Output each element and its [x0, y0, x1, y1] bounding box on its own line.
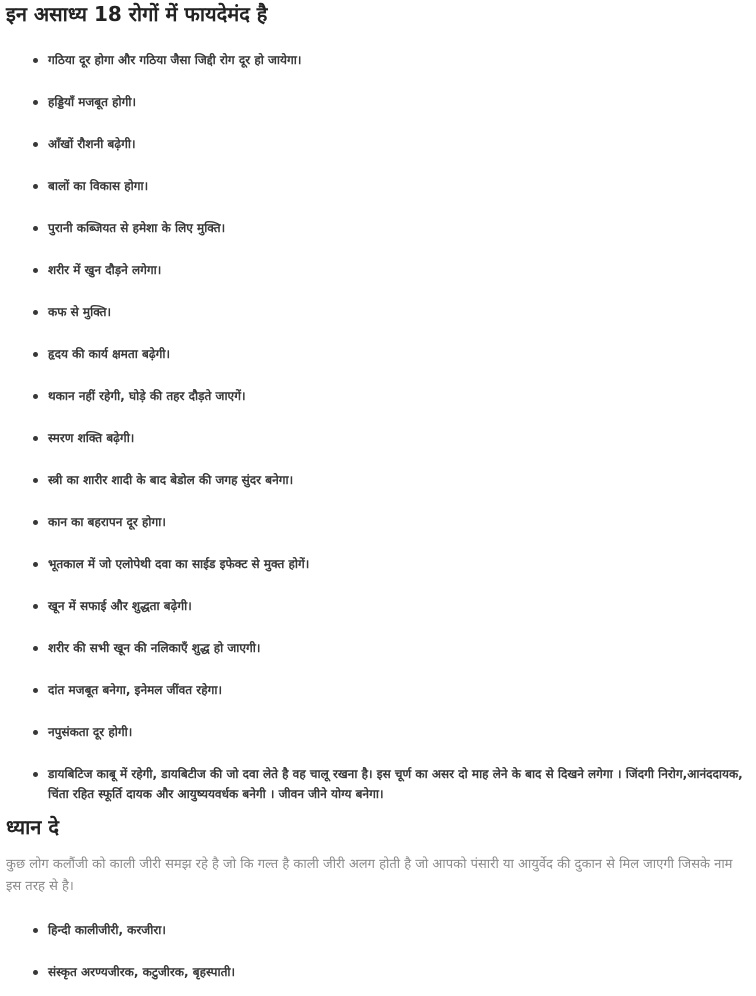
bullet-icon	[33, 520, 38, 525]
list-item-text: कफ से मुक्ति।	[48, 305, 112, 319]
note-paragraph: कुछ लोग कलौंजी को काली जीरी समझ रहे है जो कि गल्त है काली जीरी अलग होती है जो आपको पंसारी या आयुर्वेद की दुकान से मिल जाएगी जिसके नाम इस तरह से है।	[6, 857, 733, 894]
bullet-icon	[33, 928, 38, 933]
list-item-text: डायबिटिज काबू में रहेगी, डायबिटीज की जो दवा लेते है वह चालू रखना है। इस चूर्ण का असर दो माह लेने के बाद से दिखने लगेगा । जिंदगी निरोग,आनंददायक, चिंता रहित स्फूर्ति दायक और आयुष्ययवर्धक बनेगी । जीवन जीने योग्य बनेगा।	[48, 767, 743, 801]
list-item-text: आँखों रौशनी बढ़ेगी।	[48, 137, 136, 151]
list-item-text: कान का बहरापन दूर होगा।	[48, 515, 166, 529]
bullet-icon	[33, 730, 38, 735]
bullet-icon	[33, 478, 38, 483]
list-item-text: नपुसंकता दूर होगी।	[48, 725, 133, 739]
list-item-text: पुरानी कब्जियत से हमेशा के लिए मुक्ति।	[48, 221, 226, 235]
bullet-icon	[33, 688, 38, 693]
list-item-text: बालों का विकास होगा।	[48, 179, 149, 193]
list-item-text: थकान नहीं रहेगी, घोड़े की तहर दौड़ते जाएगें।	[48, 389, 246, 403]
list-item-text: संस्कृत अरण्यजीरक, कटुजीरक, बृहस्पाती।	[48, 965, 236, 979]
list-item-text: शरीर में खुन दौड़ने लगेगा।	[48, 263, 162, 277]
bullet-icon	[33, 58, 38, 63]
bullet-icon	[33, 268, 38, 273]
bullet-icon	[33, 970, 38, 975]
list-item-text: खून में सफाई और शुद्धता बढ़ेगी।	[48, 599, 192, 613]
bullet-icon	[33, 772, 38, 777]
bullet-icon	[33, 394, 38, 399]
section-heading-note: ध्यान दे	[6, 815, 59, 839]
bullet-icon	[33, 562, 38, 567]
bullet-icon	[33, 142, 38, 147]
bullet-icon	[33, 184, 38, 189]
list-item-text: स्मरण शक्ति बढ़ेगी।	[48, 431, 135, 445]
list-item-text: भूतकाल में जो एलोपेथी दवा का साईड इफेक्ट से मुक्त होगें।	[48, 557, 310, 571]
list-item-text: हृदय की कार्य क्षमता बढ़ेगी।	[48, 347, 170, 361]
list-item-text: स्त्री का शारीर शादी के बाद बेडोल की जगह सुंदर बनेगा।	[48, 473, 294, 487]
bullet-icon	[33, 100, 38, 105]
list-item-text: दांत मजबूत बनेगा, इनेमल जींवत रहेगा।	[48, 683, 222, 697]
list-item-text: शरीर की सभी खून की नलिकाएँ शुद्ध हो जाएगी।	[48, 641, 261, 655]
list-item-text: गठिया दूर होगा और गठिया जैसा जिद्दी रोग दूर हो जायेगा।	[48, 53, 302, 67]
bullet-icon	[33, 226, 38, 231]
bullet-icon	[33, 604, 38, 609]
bullet-icon	[33, 310, 38, 315]
list-item-text: हिन्दी कालीजीरी, करजीरा।	[48, 923, 166, 937]
bullet-icon	[33, 436, 38, 441]
bullet-icon	[33, 352, 38, 357]
section-heading-benefits: इन असाध्य 18 रोगों में फायदेमंद है	[6, 2, 268, 26]
list-item-text: हड्डियाँ मजबूत होगी।	[48, 95, 137, 109]
bullet-icon	[33, 646, 38, 651]
